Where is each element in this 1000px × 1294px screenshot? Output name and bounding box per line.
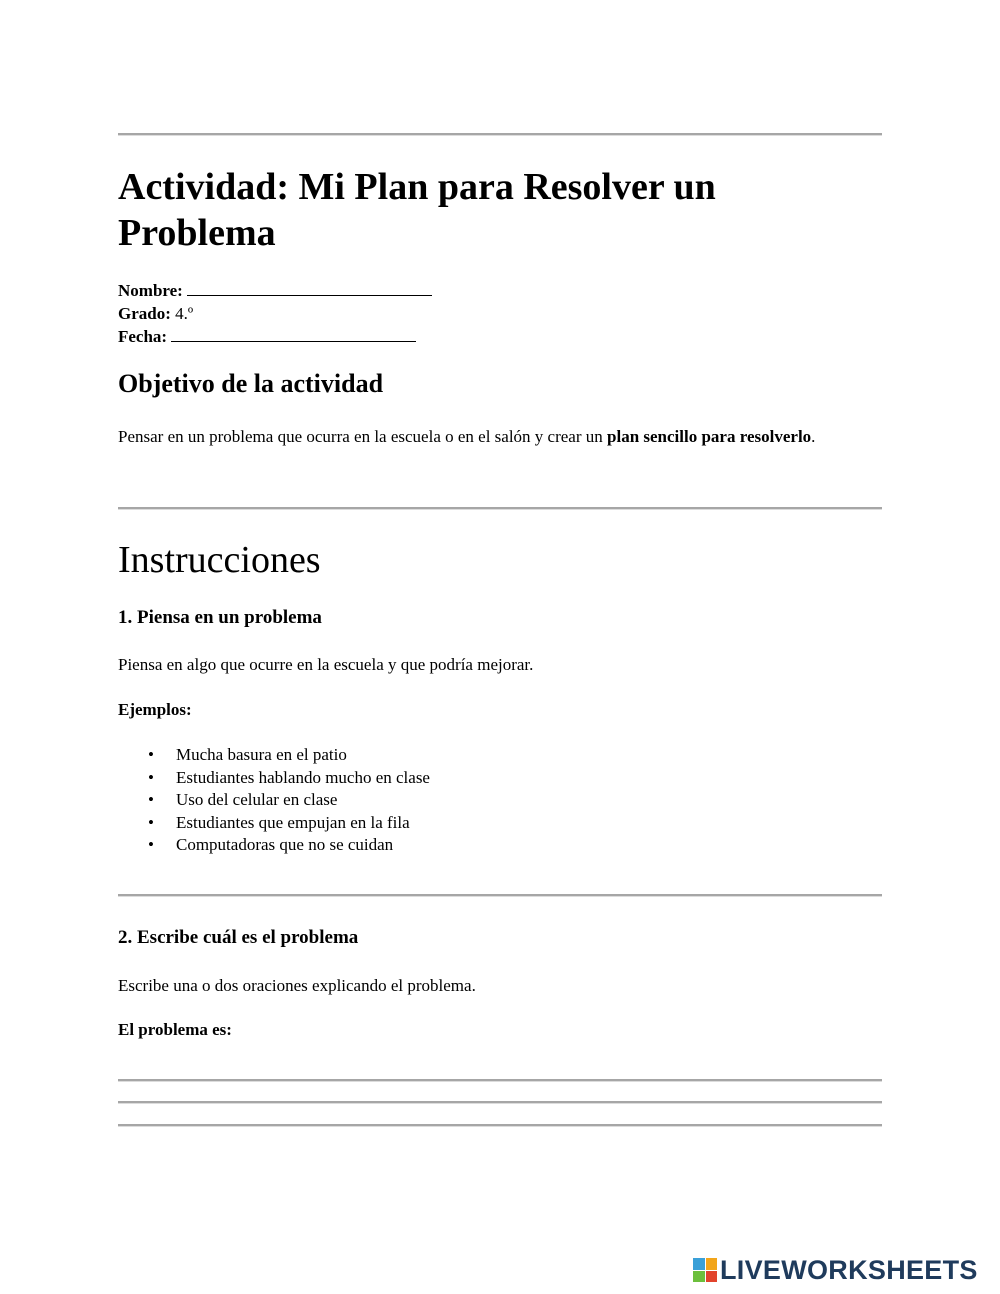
date-row	[118, 325, 432, 348]
liveworksheets-logo-text: LIVEWORKSHEETS	[720, 1254, 978, 1285]
list-item: • Estudiantes que empujan en la fila	[176, 812, 430, 835]
logo-square	[693, 1271, 705, 1283]
objective-text-bold: plan sencillo para resolverlo	[607, 427, 812, 446]
liveworksheets-watermark	[693, 1256, 978, 1284]
examples-label: Ejemplos:	[118, 700, 192, 719]
grade-row	[118, 302, 432, 325]
list-item: • Computadoras que no se cuidan	[176, 834, 430, 857]
top-divider	[118, 133, 882, 136]
step1-text: Piensa en algo que ocurre en la escuela y que podría mejorar.	[118, 655, 534, 674]
logo-square	[706, 1258, 718, 1270]
answer-line-3[interactable]	[118, 1124, 882, 1127]
instructions-heading: Instrucciones	[118, 539, 321, 581]
date-label: Fecha:	[118, 327, 168, 346]
student-info	[118, 279, 432, 348]
name-label: Nombre:	[118, 281, 183, 300]
step2-heading: 2. Escribe cuál es el problema	[118, 927, 359, 948]
list-item: • Mucha basura en el patio	[176, 744, 430, 767]
name-blank[interactable]	[187, 281, 432, 296]
answer-line-1[interactable]	[118, 1079, 882, 1082]
objective-text-end: .	[811, 427, 816, 446]
objective-text	[118, 425, 882, 448]
logo-square	[706, 1271, 718, 1283]
liveworksheets-logo-icon	[693, 1258, 717, 1282]
examples-list	[118, 744, 430, 857]
name-row	[118, 279, 432, 302]
step2-text: Escribe una o dos oraciones explicando el problema.	[118, 976, 476, 995]
objective-text-start: Pensar en un problema que ocurra en la escuela o en el salón y crear un	[118, 427, 608, 446]
list-item: • Uso del celular en clase	[176, 789, 430, 812]
date-blank[interactable]	[171, 327, 416, 342]
section-divider-1	[118, 507, 882, 510]
objective-heading: Objetivo de la actividad	[118, 369, 384, 398]
grade-label: Grado:	[118, 304, 171, 323]
step1-heading: 1. Piensa en un problema	[118, 607, 322, 628]
logo-square	[693, 1258, 705, 1270]
answer-label: El problema es:	[118, 1020, 232, 1039]
section-divider-2	[118, 894, 882, 897]
page-title: Actividad: Mi Plan para Resolver un Problema	[118, 166, 716, 254]
grade-value: 4.º	[175, 304, 194, 323]
list-item: • Estudiantes hablando mucho en clase	[176, 767, 430, 790]
answer-line-2[interactable]	[118, 1101, 882, 1104]
